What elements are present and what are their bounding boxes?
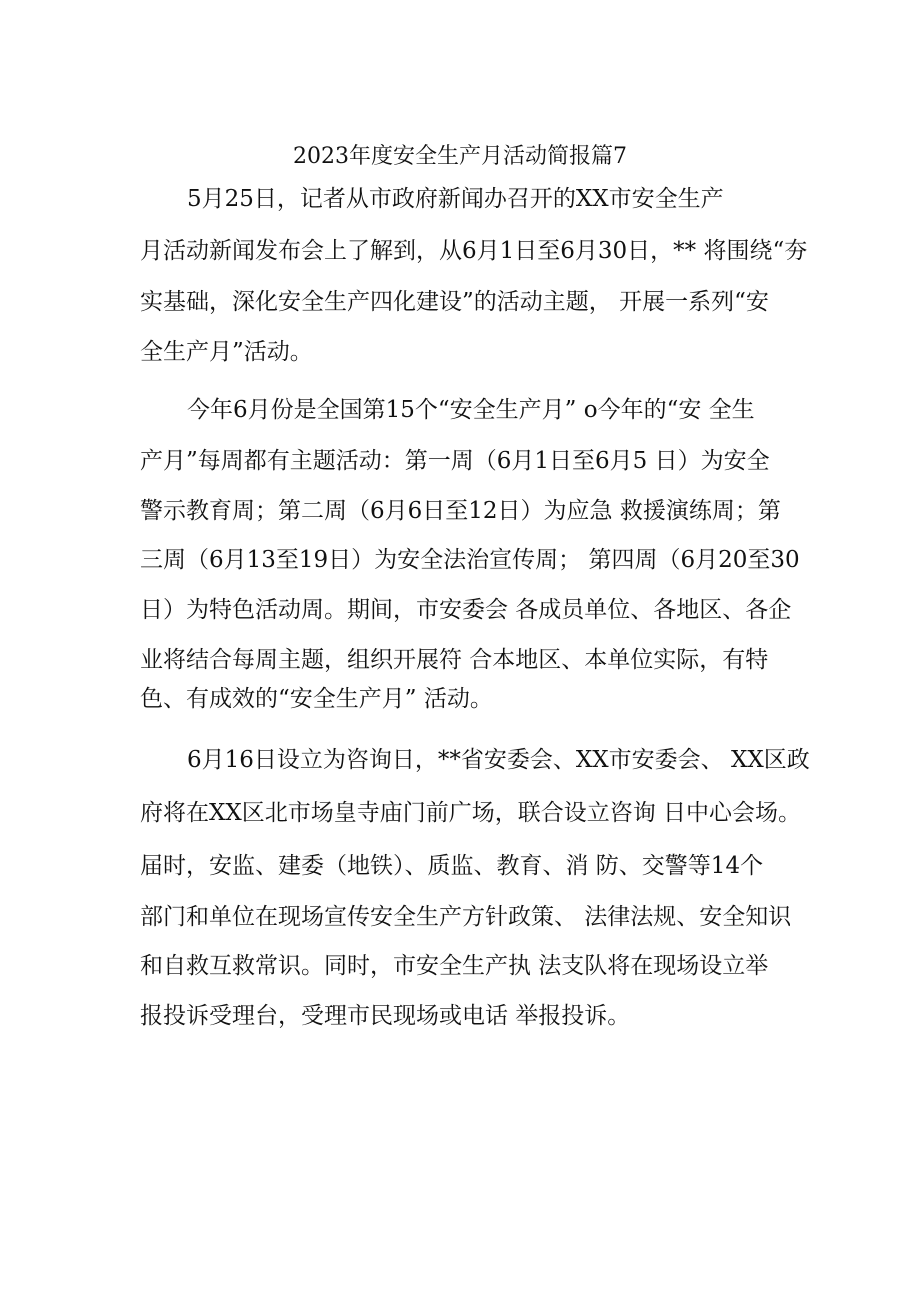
paragraph-line: 全生产月”活动。 — [140, 339, 313, 365]
paragraph-line: 届时，安监、建委（地铁）、质监、教育、消 防、交警等14个 — [140, 853, 764, 879]
document-title: 2023年度安全生产月活动简报篇7 — [293, 144, 627, 169]
paragraph-line: 三周（6月13至19日）为安全法治宣传周； 第四周（6月20至30 — [140, 547, 800, 573]
paragraph-line: 5月25日，记者从市政府新闻办召开的XX市安全生产 — [187, 186, 724, 212]
paragraph-line: 产月”每周都有主题活动：第一周（6月1日至6月5 日）为安全 — [140, 448, 770, 474]
paragraph-line: 实基础，深化安全生产四化建设”的活动主题， 开展一系列“安 — [140, 289, 769, 315]
paragraph-line: 报投诉受理台，受理市民现场或电话 举报投诉。 — [140, 1003, 631, 1029]
paragraph-line: 6月16日设立为咨询日，**省安委会、XX市安委会、 XX区政 — [187, 747, 810, 773]
paragraph-line: 警示教育周；第二周（6月6日至12日）为应急 救援演练周；第 — [140, 498, 781, 524]
paragraph-line: 月活动新闻发布会上了解到，从6月1日至6月30日，** 将围绕“夯 — [140, 238, 808, 264]
paragraph-line: 部门和单位在现场宣传安全生产方针政策、 法律法规、安全知识 — [140, 904, 792, 930]
paragraph-line: 日）为特色活动周。期间，市安委会 各成员单位、各地区、各企 — [140, 597, 792, 623]
paragraph-line: 色、有成效的“安全生产月” 活动。 — [140, 686, 493, 712]
paragraph-line: 业将结合每周主题，组织开展符 合本地区、本单位实际，有特 — [140, 647, 769, 673]
paragraph-line: 和自救互救常识。同时，市安全生产执 法支队将在现场设立举 — [140, 953, 769, 979]
paragraph-line: 府将在XX区北市场皇寺庙门前广场，联合设立咨询 日中心会场。 — [140, 800, 802, 826]
paragraph-line: 今年6月份是全国第15个“安全生产月” o今年的“安 全生 — [187, 397, 755, 423]
